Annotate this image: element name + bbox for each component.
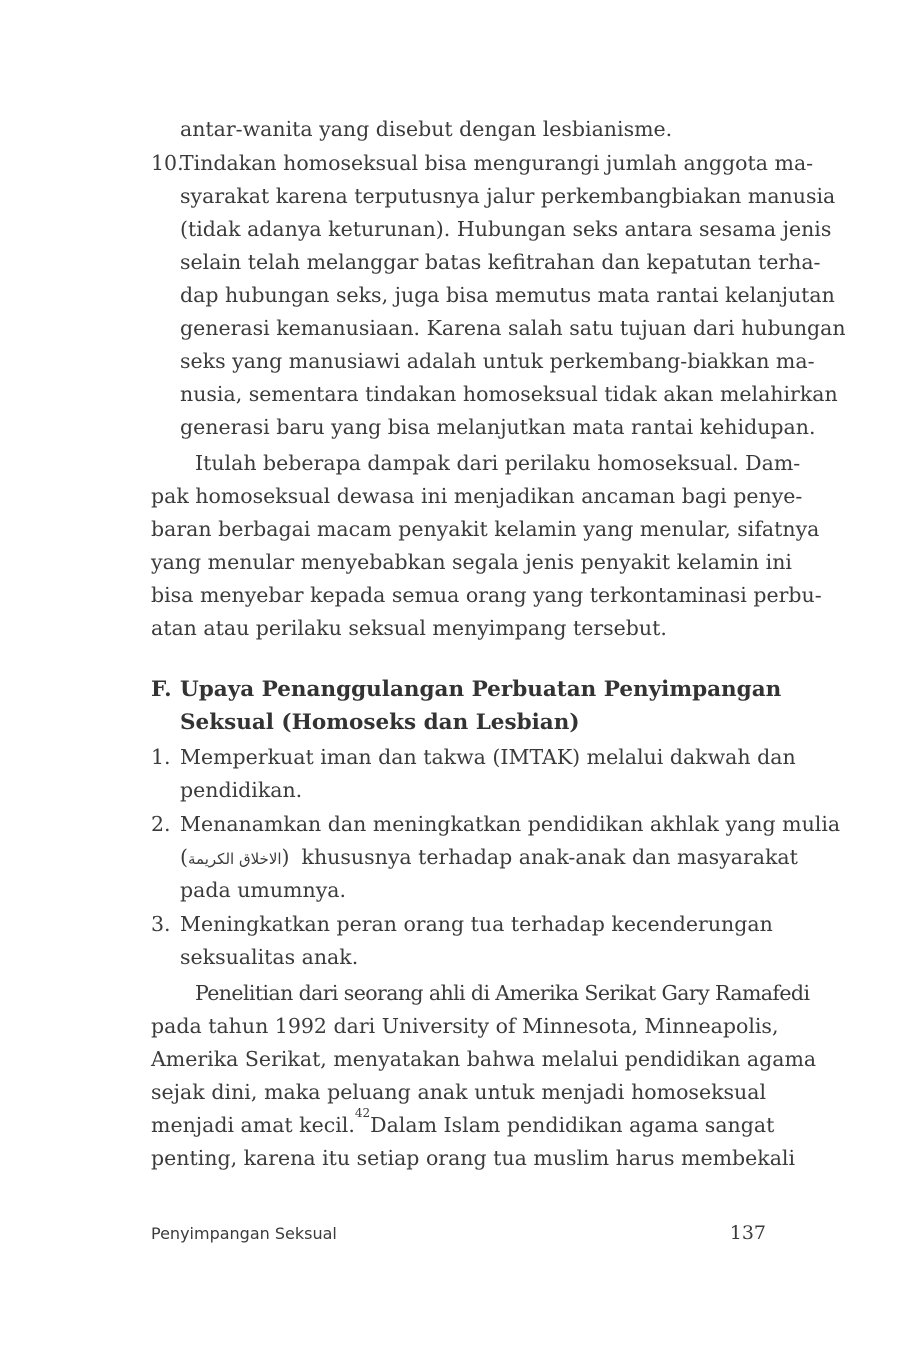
list-item-line: Meningkatkan peran orang tua terhadap kecenderungan bbox=[180, 912, 773, 936]
section-title-continued: Seksual (Homoseks dan Lesbian) bbox=[180, 710, 580, 735]
item9-tail: antar-wanita yang disebut dengan lesbianisme. bbox=[180, 117, 673, 141]
paragraph-line: atan atau perilaku seksual menyimpang tersebut. bbox=[151, 616, 667, 640]
list-item-line: pendidikan. bbox=[180, 778, 303, 802]
paragraph-line: bisa menyebar kepada semua orang yang terkontaminasi perbu- bbox=[151, 583, 822, 607]
arabic-term: الاخلاق الكريمة bbox=[188, 850, 282, 868]
item10-line: generasi baru yang bisa melanjutkan mata rantai kehidupan. bbox=[180, 415, 816, 439]
item10-line: dap hubungan seks, juga bisa memutus mata rantai kelanjutan bbox=[180, 283, 835, 307]
item10-line: selain telah melanggar batas kefitrahan dan kepatutan terha- bbox=[180, 250, 821, 274]
item10-line: nusia, sementara tindakan homoseksual tidak akan melahirkan bbox=[180, 382, 838, 406]
list-item-line-rest: khususnya terhadap anak-anak dan masyarakat bbox=[301, 845, 798, 869]
paragraph-line: baran berbagai macam penyakit kelamin yang menular, sifatnya bbox=[151, 517, 820, 541]
item10-line: (tidak adanya keturunan). Hubungan seks antara sesama jenis bbox=[180, 217, 832, 241]
item10-line: generasi kemanusiaan. Karena salah satu tujuan dari hubungan bbox=[180, 316, 846, 340]
paragraph-text: menjadi amat kecil. bbox=[151, 1113, 355, 1137]
paragraph-line: sejak dini, maka peluang anak untuk menjadi homoseksual bbox=[151, 1080, 766, 1104]
paragraph-line: penting, karena itu setiap orang tua muslim harus membekali bbox=[151, 1146, 796, 1170]
list-item-line: Menanamkan dan meningkatkan pendidikan akhlak yang mulia bbox=[180, 812, 841, 836]
paragraph-line: Penelitian dari seorang ahli di Amerika Serikat Gary Ramafedi bbox=[195, 981, 810, 1005]
paragraph-text: Dalam Islam pendidikan agama sangat bbox=[370, 1113, 775, 1137]
paragraph-line: pada tahun 1992 dari University of Minnesota, Minneapolis, bbox=[151, 1014, 779, 1038]
list-item-line: Memperkuat iman dan takwa (IMTAK) melalui dakwah dan bbox=[180, 745, 796, 769]
list-item-number: 1. bbox=[151, 745, 171, 769]
paragraph-line bbox=[151, 1106, 775, 1137]
page-number: 137 bbox=[729, 1222, 766, 1244]
list-item-line: pada umumnya. bbox=[180, 878, 347, 902]
running-title: Penyimpangan Seksual bbox=[151, 1224, 337, 1243]
list-item-number: 3. bbox=[151, 912, 171, 936]
footnote-reference[interactable]: 42 bbox=[354, 1106, 371, 1120]
paragraph-line: Itulah beberapa dampak dari perilaku homoseksual. Dam- bbox=[195, 451, 801, 475]
item10-line: syarakat karena terputusnya jalur perkembangbiakan manusia bbox=[180, 184, 836, 208]
list-item-line: seksualitas anak. bbox=[180, 945, 359, 969]
item10-line: seks yang manusiawi adalah untuk perkembang-biakkan ma- bbox=[180, 349, 815, 373]
item10-line: Tindakan homoseksual bisa mengurangi jumlah anggota ma- bbox=[180, 151, 814, 175]
paragraph-line: yang menular menyebabkan segala jenis penyakit kelamin ini bbox=[151, 550, 792, 574]
section-letter: F. bbox=[151, 677, 172, 702]
section-title: Upaya Penanggulangan Perbuatan Penyimpangan bbox=[180, 677, 782, 702]
list-item-line bbox=[180, 845, 798, 871]
arabic-term-group: (الاخلاق الكريمة) bbox=[180, 845, 290, 869]
list-item-number: 2. bbox=[151, 812, 171, 836]
paragraph-line: pak homoseksual dewasa ini menjadikan ancaman bagi penye- bbox=[151, 484, 803, 508]
paragraph-line: Amerika Serikat, menyatakan bahwa melalui pendidikan agama bbox=[151, 1047, 817, 1071]
item10-number: 10. bbox=[151, 151, 184, 175]
